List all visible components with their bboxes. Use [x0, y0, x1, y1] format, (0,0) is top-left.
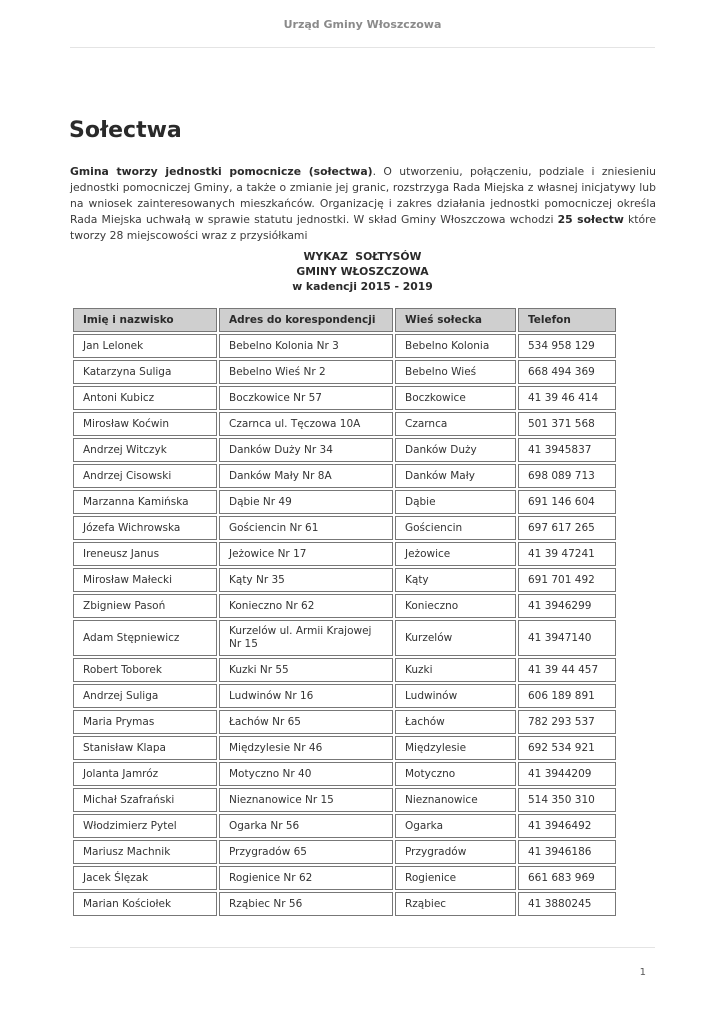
- cell-phone: 41 3946492: [518, 814, 616, 838]
- caption-line-1: WYKAZ SOŁTYSÓW: [303, 250, 422, 263]
- cell-phone: 691 701 492: [518, 568, 616, 592]
- cell-name: Jolanta Jamróz: [73, 762, 217, 786]
- cell-phone: 514 350 310: [518, 788, 616, 812]
- cell-village: Nieznanowice: [395, 788, 516, 812]
- cell-phone: 698 089 713: [518, 464, 616, 488]
- cell-address: Ogarka Nr 56: [219, 814, 393, 838]
- cell-phone: 41 3880245: [518, 892, 616, 916]
- cell-phone: 668 494 369: [518, 360, 616, 384]
- table-row: [73, 762, 616, 786]
- cell-phone: 41 3946299: [518, 594, 616, 618]
- cell-phone: 692 534 921: [518, 736, 616, 760]
- cell-name: Jan Lelonek: [73, 334, 217, 358]
- cell-village: Rząbiec: [395, 892, 516, 916]
- cell-address: Ludwinów Nr 16: [219, 684, 393, 708]
- table-row: [73, 840, 616, 864]
- table-row: [73, 334, 616, 358]
- cell-name: Adam Stępniewicz: [73, 620, 217, 656]
- cell-address: Boczkowice Nr 57: [219, 386, 393, 410]
- cell-name: Andrzej Cisowski: [73, 464, 217, 488]
- cell-address: Gościencin Nr 61: [219, 516, 393, 540]
- cell-name: Mirosław Małecki: [73, 568, 217, 592]
- cell-village: Rogienice: [395, 866, 516, 890]
- cell-name: Ireneusz Janus: [73, 542, 217, 566]
- table-row: [73, 866, 616, 890]
- intro-count: 25 sołectw: [557, 213, 624, 226]
- cell-phone: 41 39 46 414: [518, 386, 616, 410]
- cell-village: Ogarka: [395, 814, 516, 838]
- table-row: [73, 594, 616, 618]
- page-title: Sołectwa: [69, 118, 182, 143]
- cell-name: Robert Toborek: [73, 658, 217, 682]
- cell-village: Gościencin: [395, 516, 516, 540]
- cell-village: Kuzki: [395, 658, 516, 682]
- table-row: [73, 438, 616, 462]
- column-header-phone: Telefon: [518, 308, 616, 332]
- table-row: [73, 736, 616, 760]
- cell-name: Antoni Kubicz: [73, 386, 217, 410]
- cell-name: Mirosław Koćwin: [73, 412, 217, 436]
- cell-address: Konieczno Nr 62: [219, 594, 393, 618]
- cell-village: Jeżowice: [395, 542, 516, 566]
- cell-village: Bebelno Wieś: [395, 360, 516, 384]
- cell-phone: 41 3944209: [518, 762, 616, 786]
- cell-name: Jacek Ślęzak: [73, 866, 217, 890]
- cell-phone: 41 3947140: [518, 620, 616, 656]
- table-row: [73, 814, 616, 838]
- cell-phone: 41 3946186: [518, 840, 616, 864]
- cell-village: Danków Mały: [395, 464, 516, 488]
- page-number: 1: [639, 967, 646, 978]
- soltys-table: [71, 306, 618, 918]
- cell-address: Danków Duży Nr 34: [219, 438, 393, 462]
- table-row: [73, 490, 616, 514]
- cell-address: Łachów Nr 65: [219, 710, 393, 734]
- cell-village: Łachów: [395, 710, 516, 734]
- document-header: Urząd Gminy Włoszczowa: [283, 18, 442, 31]
- column-header-address: Adres do korespondencji: [219, 308, 393, 332]
- cell-phone: 41 3945837: [518, 438, 616, 462]
- cell-name: Andrzej Witczyk: [73, 438, 217, 462]
- header-divider: [70, 47, 655, 48]
- table-row: [73, 516, 616, 540]
- cell-village: Dąbie: [395, 490, 516, 514]
- table-row: [73, 684, 616, 708]
- table-row: [73, 412, 616, 436]
- intro-text-2: które tworzy 28 miejscowości wraz z przysiółkami: [70, 213, 656, 242]
- table-row: [73, 710, 616, 734]
- cell-name: Zbigniew Pasoń: [73, 594, 217, 618]
- cell-village: Międzylesie: [395, 736, 516, 760]
- cell-address: Danków Mały Nr 8A: [219, 464, 393, 488]
- column-header-village: Wieś sołecka: [395, 308, 516, 332]
- cell-phone: 534 958 129: [518, 334, 616, 358]
- cell-address: Dąbie Nr 49: [219, 490, 393, 514]
- cell-address: Rogienice Nr 62: [219, 866, 393, 890]
- cell-name: Józefa Wichrowska: [73, 516, 217, 540]
- table-row: [73, 620, 616, 656]
- cell-village: Kąty: [395, 568, 516, 592]
- cell-address: Kąty Nr 35: [219, 568, 393, 592]
- cell-address: Motyczno Nr 40: [219, 762, 393, 786]
- cell-name: Marzanna Kamińska: [73, 490, 217, 514]
- cell-phone: 782 293 537: [518, 710, 616, 734]
- cell-address: Międzylesie Nr 46: [219, 736, 393, 760]
- cell-phone: 41 39 47241: [518, 542, 616, 566]
- cell-phone: 697 617 265: [518, 516, 616, 540]
- table-row: [73, 892, 616, 916]
- cell-village: Konieczno: [395, 594, 516, 618]
- caption-line-2: GMINY WŁOSZCZOWA: [296, 265, 429, 278]
- cell-name: Michał Szafrański: [73, 788, 217, 812]
- cell-name: Włodzimierz Pytel: [73, 814, 217, 838]
- cell-address: Przygradów 65: [219, 840, 393, 864]
- cell-village: Przygradów: [395, 840, 516, 864]
- cell-village: Boczkowice: [395, 386, 516, 410]
- table-header-row: [73, 308, 616, 332]
- table-row: [73, 542, 616, 566]
- cell-address: Bebelno Wieś Nr 2: [219, 360, 393, 384]
- cell-phone: 41 39 44 457: [518, 658, 616, 682]
- table-caption: [0, 249, 725, 294]
- cell-village: Kurzelów: [395, 620, 516, 656]
- table-row: [73, 658, 616, 682]
- cell-name: Stanisław Klapa: [73, 736, 217, 760]
- cell-village: Czarnca: [395, 412, 516, 436]
- cell-village: Motyczno: [395, 762, 516, 786]
- cell-phone: 501 371 568: [518, 412, 616, 436]
- cell-address: Czarnca ul. Tęczowa 10A: [219, 412, 393, 436]
- table-row: [73, 360, 616, 384]
- intro-lead: Gmina tworzy jednostki pomocnicze (sołectwa): [70, 165, 373, 178]
- caption-line-3: w kadencji 2015 - 2019: [292, 280, 433, 293]
- cell-address: Kuzki Nr 55: [219, 658, 393, 682]
- footer-divider: [70, 947, 655, 948]
- intro-paragraph: [70, 164, 656, 244]
- cell-village: Danków Duży: [395, 438, 516, 462]
- cell-phone: 606 189 891: [518, 684, 616, 708]
- cell-name: Marian Kościołek: [73, 892, 217, 916]
- cell-name: Katarzyna Suliga: [73, 360, 217, 384]
- table-row: [73, 568, 616, 592]
- cell-phone: 661 683 969: [518, 866, 616, 890]
- cell-village: Ludwinów: [395, 684, 516, 708]
- cell-village: Bebelno Kolonia: [395, 334, 516, 358]
- cell-name: Maria Prymas: [73, 710, 217, 734]
- cell-address: Rząbiec Nr 56: [219, 892, 393, 916]
- table-row: [73, 788, 616, 812]
- column-header-name: Imię i nazwisko: [73, 308, 217, 332]
- intro-text-1: . O utworzeniu, połączeniu, podziale i zniesieniu jednostki pomocniczej Gminy, a także o zmianie jej granic, rozstrzyga Rada Miejska z własnej inicjatywy lub na wniosek zainteresowanych mieszkańców. Organizację i zakres działania jednostki pomocniczej określa Rada Miejska uchwałą w sprawie statutu jednostki. W skład Gminy Włoszczowa wchodzi: [70, 165, 656, 226]
- table-row: [73, 386, 616, 410]
- cell-address: Bebelno Kolonia Nr 3: [219, 334, 393, 358]
- cell-name: Andrzej Suliga: [73, 684, 217, 708]
- cell-address: Nieznanowice Nr 15: [219, 788, 393, 812]
- table-row: [73, 464, 616, 488]
- cell-address: Kurzelów ul. Armii Krajowej Nr 15: [219, 620, 393, 656]
- cell-address: Jeżowice Nr 17: [219, 542, 393, 566]
- cell-name: Mariusz Machnik: [73, 840, 217, 864]
- cell-phone: 691 146 604: [518, 490, 616, 514]
